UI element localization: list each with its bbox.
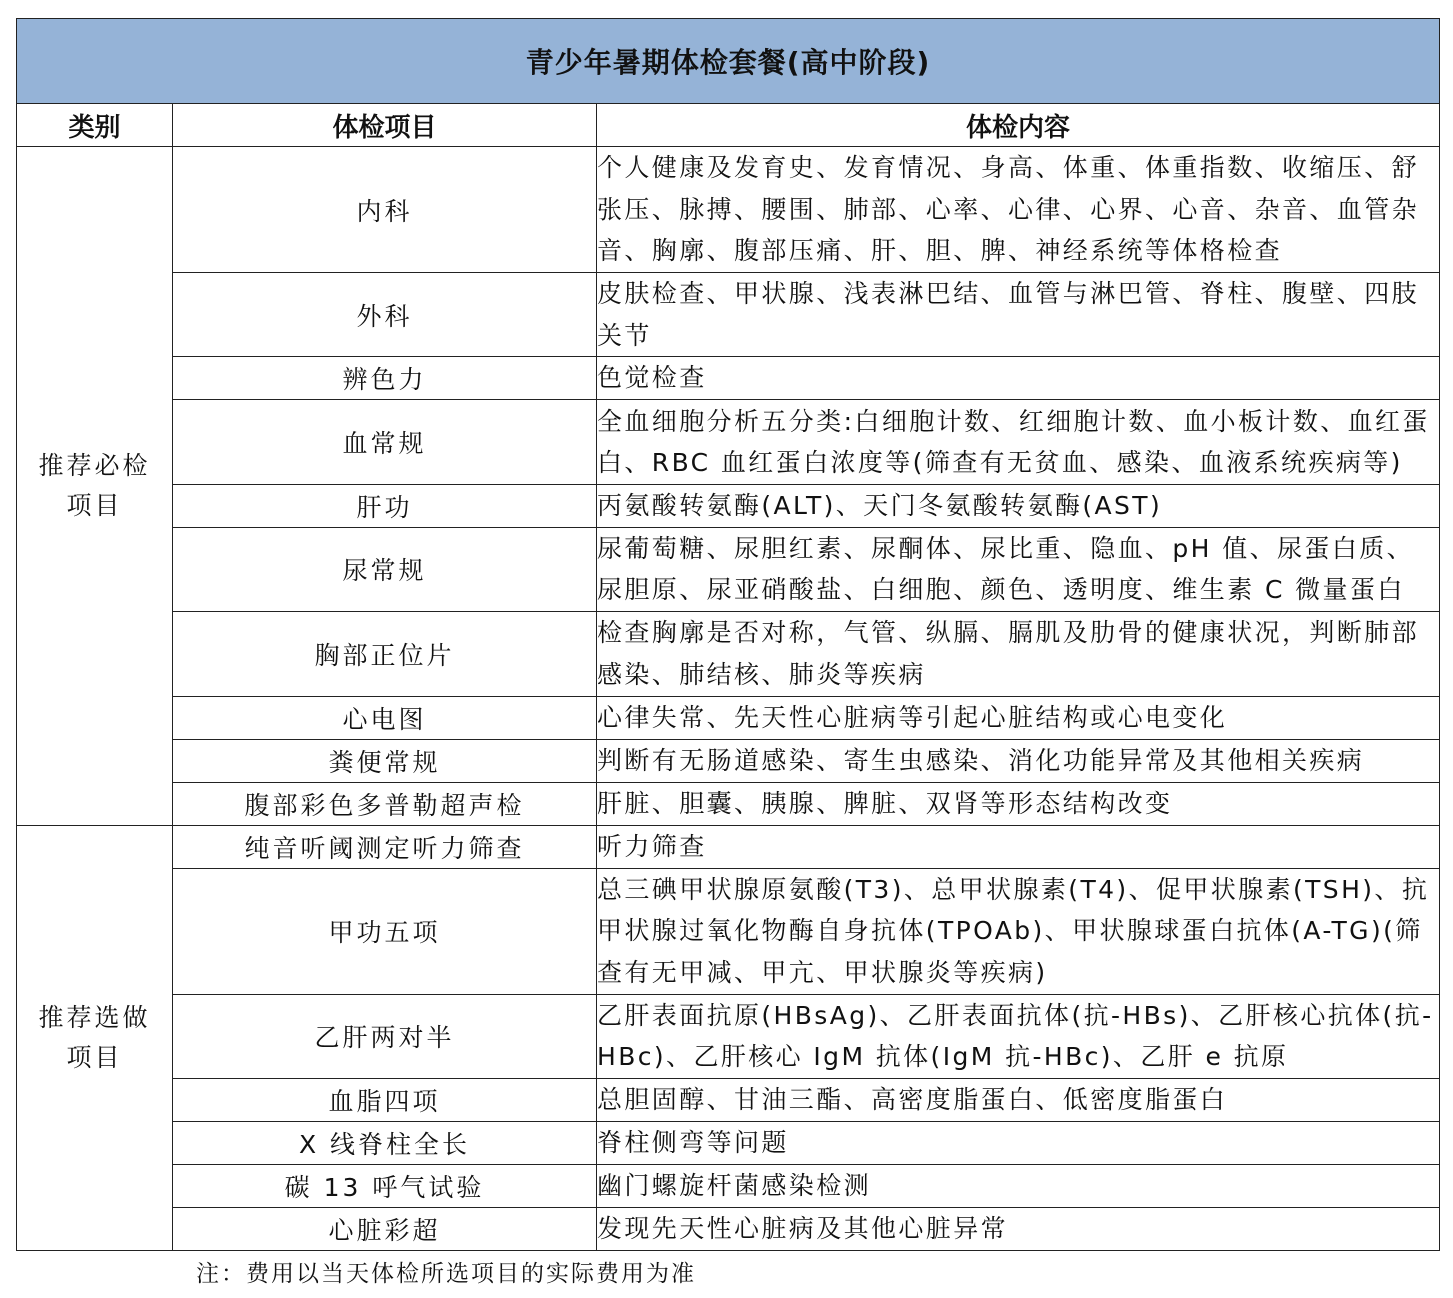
category-optional-line2: 项目 [66,1042,123,1072]
item-content: 总胆固醇、甘油三酯、高密度脂蛋白、低密度脂蛋白 [597,1078,1440,1121]
item-content: 判断有无肠道感染、寄生虫感染、消化功能异常及其他相关疾病 [597,739,1440,782]
category-required [17,147,173,826]
category-required-line1: 推荐必检 [38,450,151,480]
exam-package-table [16,18,1440,1251]
item-name: 心电图 [173,696,597,739]
item-content: 脊柱侧弯等问题 [597,1121,1440,1164]
item-content: 个人健康及发育史、发育情况、身高、体重、体重指数、收缩压、舒张压、脉搏、腰围、肺部、心率、心律、心界、心音、杂音、血管杂音、胸廓、腹部压痛、肝、胆、脾、神经系统等体格检查 [597,147,1440,273]
item-name: 甲功五项 [173,868,597,994]
item-name: 粪便常规 [173,739,597,782]
header-content: 体检内容 [597,104,1440,147]
item-content: 丙氨酸转氨酶(ALT)、天门冬氨酸转氨酶(AST) [597,485,1440,528]
category-optional-line1: 推荐选做 [38,1002,151,1032]
item-name: X 线脊柱全长 [173,1121,597,1164]
fee-note: 注：费用以当天体检所选项目的实际费用为准 [196,1261,696,1287]
item-name: 外科 [173,273,597,357]
category-optional [17,825,173,1250]
item-name: 纯音听阈测定听力筛查 [173,825,597,868]
item-name: 腹部彩色多普勒超声检 [173,782,597,825]
header-category: 类别 [17,104,173,147]
item-name: 尿常规 [173,527,597,611]
item-name: 辨色力 [173,357,597,400]
item-content: 尿葡萄糖、尿胆红素、尿酮体、尿比重、隐血、pH 值、尿蛋白质、尿胆原、尿亚硝酸盐、白细胞、颜色、透明度、维生素 C 微量蛋白 [597,527,1440,611]
item-content: 色觉检查 [597,357,1440,400]
item-content: 乙肝表面抗原(HBsAg)、乙肝表面抗体(抗-HBs)、乙肝核心抗体(抗-HBc)、乙肝核心 IgM 抗体(IgM 抗-HBc)、乙肝 e 抗原 [597,994,1440,1078]
item-content: 听力筛查 [597,825,1440,868]
item-name: 碳 13 呼气试验 [173,1164,597,1207]
item-content: 肝脏、胆囊、胰腺、脾脏、双肾等形态结构改变 [597,782,1440,825]
item-name: 内科 [173,147,597,273]
item-content: 发现先天性心脏病及其他心脏异常 [597,1207,1440,1250]
item-name: 血常规 [173,400,597,485]
item-content: 检查胸廓是否对称，气管、纵膈、膈肌及肋骨的健康状况，判断肺部感染、肺结核、肺炎等疾病 [597,611,1440,696]
item-content: 皮肤检查、甲状腺、浅表淋巴结、血管与淋巴管、脊柱、腹壁、四肢关节 [597,273,1440,357]
item-name: 心脏彩超 [173,1207,597,1250]
item-content: 心律失常、先天性心脏病等引起心脏结构或心电变化 [597,696,1440,739]
item-content: 全血细胞分析五分类:白细胞计数、红细胞计数、血小板计数、血红蛋白、RBC 血红蛋白浓度等(筛查有无贫血、感染、血液系统疾病等) [597,400,1440,485]
item-content: 总三碘甲状腺原氨酸(T3)、总甲状腺素(T4)、促甲状腺素(TSH)、抗甲状腺过氧化物酶自身抗体(TPOAb)、甲状腺球蛋白抗体(A-TG)(筛查有无甲减、甲亢、甲状腺炎等疾病) [597,868,1440,994]
category-required-line2: 项目 [66,490,123,520]
item-name: 乙肝两对半 [173,994,597,1078]
item-name: 血脂四项 [173,1078,597,1121]
item-content: 幽门螺旋杆菌感染检测 [597,1164,1440,1207]
item-name: 肝功 [173,485,597,528]
header-item: 体检项目 [173,104,597,147]
item-name: 胸部正位片 [173,611,597,696]
table-title: 青少年暑期体检套餐(高中阶段) [17,19,1440,104]
